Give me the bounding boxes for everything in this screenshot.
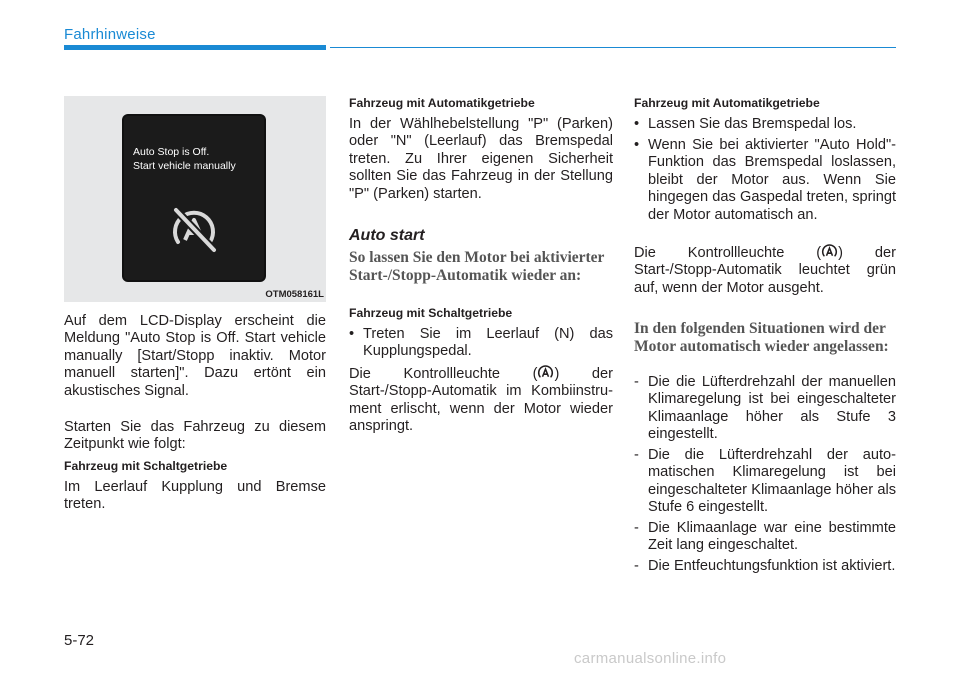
dash-text: Die Entfeuchtungsfunktion ist aktiviert. <box>648 558 896 574</box>
dash-mark: - <box>634 520 639 536</box>
dash-mark: - <box>634 374 639 390</box>
figure-code: OTM058161L <box>265 289 324 300</box>
section-title: Fahrhinweise <box>64 26 156 43</box>
col1-paragraph-1: Auf dem LCD-Display erscheint die Meldung "Auto Stop is Off. Start vehicle manually [Start/Stopp inaktiv. Motor manuell starten]". Dazu ertönt ein akustisches Signal. <box>64 313 326 399</box>
col2-subheading: So lassen Sie den Motor bei aktivierter Start-/Stopp-Automatik wieder an: <box>349 249 605 284</box>
col3-subheading: In den folgenden Situationen wird der Motor automatisch wieder angelassen: <box>634 320 889 355</box>
header-rule-thin <box>330 47 896 48</box>
indicator-text-after: ) der Start-/Stopp-Automatik leuchtet grün auf, wenn der Motor ausgeht. <box>634 245 896 296</box>
col3-paragraph-1 <box>634 243 896 297</box>
indicator-text-before: Die Kontrollleuchte ( <box>349 366 538 382</box>
lcd-message-line1: Auto Stop is Off. <box>133 146 210 158</box>
col3-dash-3 <box>634 520 896 556</box>
dash-text: Die Klimaanlage war eine bestimmte Zeit lang eingeschaltet. <box>648 520 896 554</box>
lcd-display <box>124 116 264 280</box>
col3-dash-2 <box>634 447 896 519</box>
auto-start-heading: Auto start <box>349 227 425 244</box>
dash-mark: - <box>634 558 639 574</box>
dash-text: Die die Lüfterdrehzahl der auto-matischen Klimaregelung ist bei eingeschalteter Klimaanlage höher als Stufe 6 eingestellt. <box>648 447 896 516</box>
col1-heading-manual: Fahrzeug mit Schaltgetriebe <box>64 459 228 473</box>
col2-bullet-1 <box>349 326 613 362</box>
dash-text: Die die Lüfterdrehzahl der manuellen Klimaregelung ist bei eingeschalteter Klimaanlage höher als Stufe 3 eingestellt. <box>648 374 896 443</box>
bullet-mark: • <box>634 137 640 153</box>
page-number: 5-72 <box>64 632 95 649</box>
bullet-text: Lassen Sie das Bremspedal los. <box>648 116 857 132</box>
indicator-text-after: ) der Start-/Stopp-Automatik im Kombiinstru-ment erlischt, wenn der Motor wieder anspringt. <box>349 366 613 435</box>
bullet-mark: • <box>349 326 355 342</box>
auto-stop-indicator-icon <box>537 364 554 381</box>
bullet-text: Wenn Sie bei aktivierter "Auto Hold"-Funktion das Bremspedal loslassen, bleibt der Motor aus. Wenn Sie hingegen das Gaspedal treten, springt der Motor automatisch an. <box>648 137 896 223</box>
col3-dash-1 <box>634 374 896 446</box>
col3-bullet-1 <box>634 116 896 134</box>
col3-heading-auto: Fahrzeug mit Automatikgetriebe <box>634 96 820 110</box>
col1-paragraph-2: Starten Sie das Fahrzeug zu diesem Zeitpunkt wie folgt: <box>64 419 326 453</box>
bullet-text: Treten Sie im Leerlauf (N) das Kupplungspedal. <box>363 326 613 360</box>
col2-heading-auto: Fahrzeug mit Automatikgetriebe <box>349 96 535 110</box>
col2-heading-manual: Fahrzeug mit Schaltgetriebe <box>349 306 513 320</box>
dash-mark: - <box>634 447 639 463</box>
col2-paragraph-1: In der Wählhebelstellung "P" (Parken) oder "N" (Leerlauf) das Bremspedal treten. Zu Ihrer eigenen Sicherheit sollten Sie das Fahrzeug in der Stellung "P" (Parken) starten. <box>349 116 613 202</box>
col3-dash-4 <box>634 558 896 594</box>
lcd-message-line2: Start vehicle manually <box>133 160 236 172</box>
col2-paragraph-2 <box>349 364 613 436</box>
indicator-text-before: Die Kontrollleuchte ( <box>634 245 822 261</box>
col1-paragraph-3: Im Leerlauf Kupplung und Bremse treten. <box>64 479 326 513</box>
col3-bullet-2 <box>634 137 896 229</box>
bullet-mark: • <box>634 116 640 132</box>
lcd-figure <box>64 96 326 302</box>
header-rule-thick <box>64 45 326 50</box>
auto-stop-off-icon <box>168 204 220 256</box>
watermark: carmanualsonline.info <box>574 650 727 667</box>
auto-stop-indicator-icon <box>821 243 838 260</box>
